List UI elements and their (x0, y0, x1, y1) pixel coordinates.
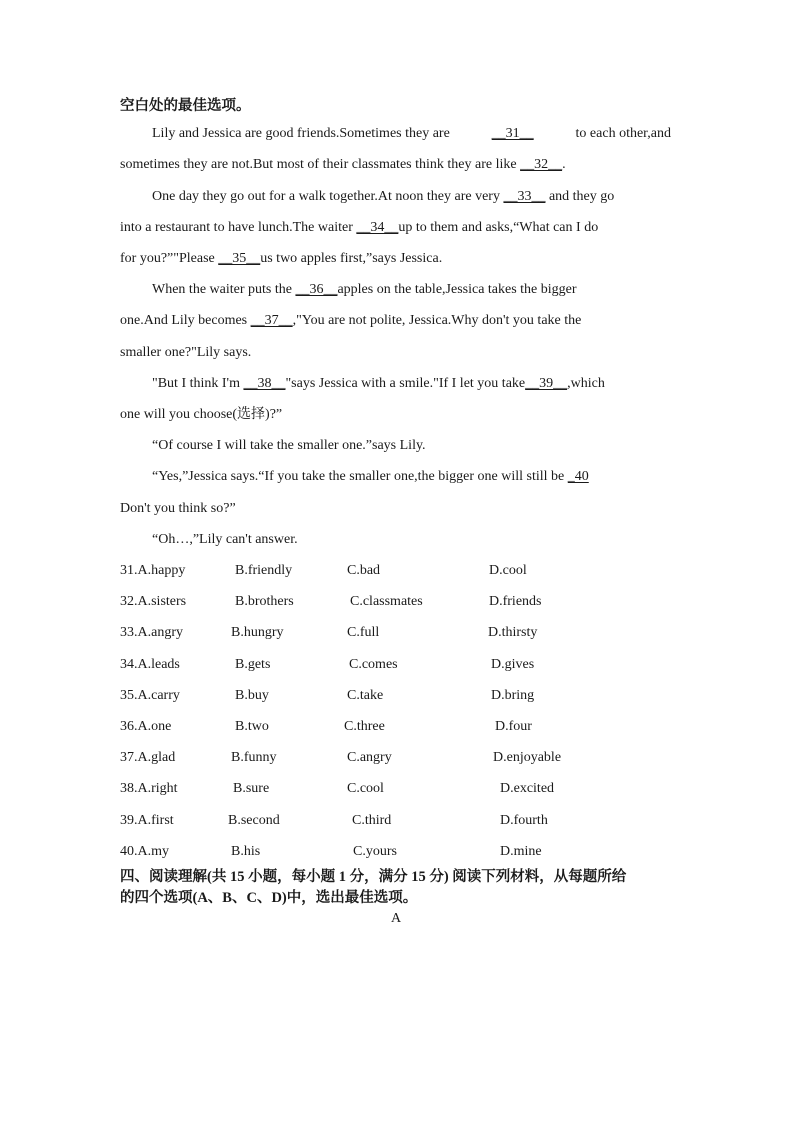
option-a-text: A.angry (137, 625, 183, 640)
option-c: C.bad (347, 563, 381, 578)
option-c: C.third (352, 813, 392, 828)
blank-36: __36__ (295, 282, 338, 297)
option-a (120, 812, 174, 830)
option-a-text: A.glad (137, 750, 176, 765)
option-a (120, 718, 171, 736)
passage-line: One day they go out for a walk together.At noon they are very __33__ and they go (152, 189, 615, 204)
option-d: D.enjoyable (493, 750, 562, 765)
blank-31: __31__ (491, 126, 534, 141)
option-c: C.classmates (350, 594, 423, 609)
option-c: C.three (344, 719, 385, 734)
blank-37: __37__ (250, 313, 293, 328)
option-c: C.comes (349, 657, 398, 672)
blank-33: __33__ (503, 189, 546, 204)
option-a-text: A.carry (137, 688, 180, 703)
option-c: C.take (347, 688, 384, 703)
passage-line: for you?”"Please __35__us two apples first,”says Jessica. (120, 251, 443, 266)
option-row (120, 843, 680, 861)
option-c: C.angry (347, 750, 392, 765)
question-number: 39. (120, 813, 138, 828)
option-a (120, 780, 178, 798)
blank-35: __35__ (218, 251, 261, 266)
option-a-text: A.my (137, 844, 169, 859)
option-d: D.mine (500, 844, 542, 859)
passage-line: one will you choose(选择)?” (120, 407, 283, 422)
passage-line: into a restaurant to have lunch.The waiter __34__up to them and asks,“What can I do (120, 220, 599, 235)
question-number: 40. (120, 844, 138, 859)
option-d: D.cool (489, 563, 527, 578)
option-b: B.two (235, 719, 269, 734)
option-b: B.second (228, 813, 280, 828)
passage-line: smaller one?"Lily says. (120, 345, 252, 360)
option-d: D.fourth (500, 813, 548, 828)
question-number: 32. (120, 594, 138, 609)
section-intro: 空白处的最佳选项。 (120, 98, 251, 114)
option-row (120, 812, 680, 830)
passage-line: one.And Lily becomes __37__,"You are not polite, Jessica.Why don't you take the (120, 313, 582, 328)
option-row (120, 624, 680, 642)
option-b: B.funny (231, 750, 277, 765)
option-a-text: A.sisters (137, 594, 187, 609)
blank-39: __39__ (525, 376, 568, 391)
blank-38: __38__ (243, 376, 286, 391)
blank-40: _40 (567, 469, 589, 484)
option-a (120, 593, 186, 611)
option-b: B.sure (233, 781, 270, 796)
question-number: 34. (120, 657, 138, 672)
passage-line: “Oh…,”Lily can't answer. (152, 532, 298, 547)
blank-34: __34__ (356, 220, 399, 235)
passage-line: “Of course I will take the smaller one.”says Lily. (152, 438, 426, 453)
option-c: C.cool (347, 781, 384, 796)
option-b: B.gets (235, 657, 271, 672)
option-a-text: A.first (137, 813, 174, 828)
passage-line: Don't you think so?” (120, 501, 236, 516)
option-row (120, 687, 680, 705)
option-d: D.gives (491, 657, 535, 672)
option-a (120, 687, 180, 705)
option-b: B.hungry (231, 625, 284, 640)
question-number: 36. (120, 719, 138, 734)
question-number: 37. (120, 750, 138, 765)
option-a (120, 843, 169, 861)
passage-line: sometimes they are not.But most of their classmates think they are like __32__. (120, 157, 566, 172)
option-a (120, 562, 185, 580)
passage-line: Lily and Jessica are good friends.Sometimes they are __31__ to each other,and (152, 126, 671, 141)
option-row (120, 593, 680, 611)
option-a (120, 749, 175, 767)
passage-letter: A (391, 911, 402, 926)
option-d: D.bring (491, 688, 535, 703)
option-c: C.full (347, 625, 380, 640)
option-a-text: A.one (137, 719, 172, 734)
option-a-text: A.leads (137, 657, 180, 672)
section4-heading-continued: 的四个选项(A、B、C、D)中，选出最佳选项。 (120, 890, 418, 906)
blank-32: __32__ (520, 157, 563, 172)
passage-line: "But I think I'm __38__"says Jessica with a smile."If I let you take__39__,which (152, 376, 605, 391)
option-row (120, 656, 680, 674)
option-row (120, 562, 680, 580)
question-number: 31. (120, 563, 138, 578)
option-d: D.four (495, 719, 532, 734)
passage-line: When the waiter puts the __36__apples on the table,Jessica takes the bigger (152, 282, 577, 297)
question-number: 35. (120, 688, 138, 703)
option-a-text: A.happy (137, 563, 186, 578)
question-number: 33. (120, 625, 138, 640)
option-b: B.friendly (235, 563, 293, 578)
option-a (120, 656, 180, 674)
option-row (120, 780, 680, 798)
passage-line: “Yes,”Jessica says.“If you take the smaller one,the bigger one will still be _40 (152, 469, 589, 484)
section4-heading: 四、阅读理解(共 15 小题，每小题 1 分，满分 15 分) 阅读下列材料，从每题所给 (120, 869, 627, 885)
option-c: C.yours (353, 844, 397, 859)
option-d: D.excited (500, 781, 555, 796)
option-d: D.thirsty (488, 625, 538, 640)
option-b: B.his (231, 844, 261, 859)
option-b: B.buy (235, 688, 269, 703)
option-a (120, 624, 183, 642)
option-d: D.friends (489, 594, 542, 609)
option-b: B.brothers (235, 594, 294, 609)
option-row (120, 749, 680, 767)
question-number: 38. (120, 781, 138, 796)
option-a-text: A.right (137, 781, 178, 796)
option-row (120, 718, 680, 736)
